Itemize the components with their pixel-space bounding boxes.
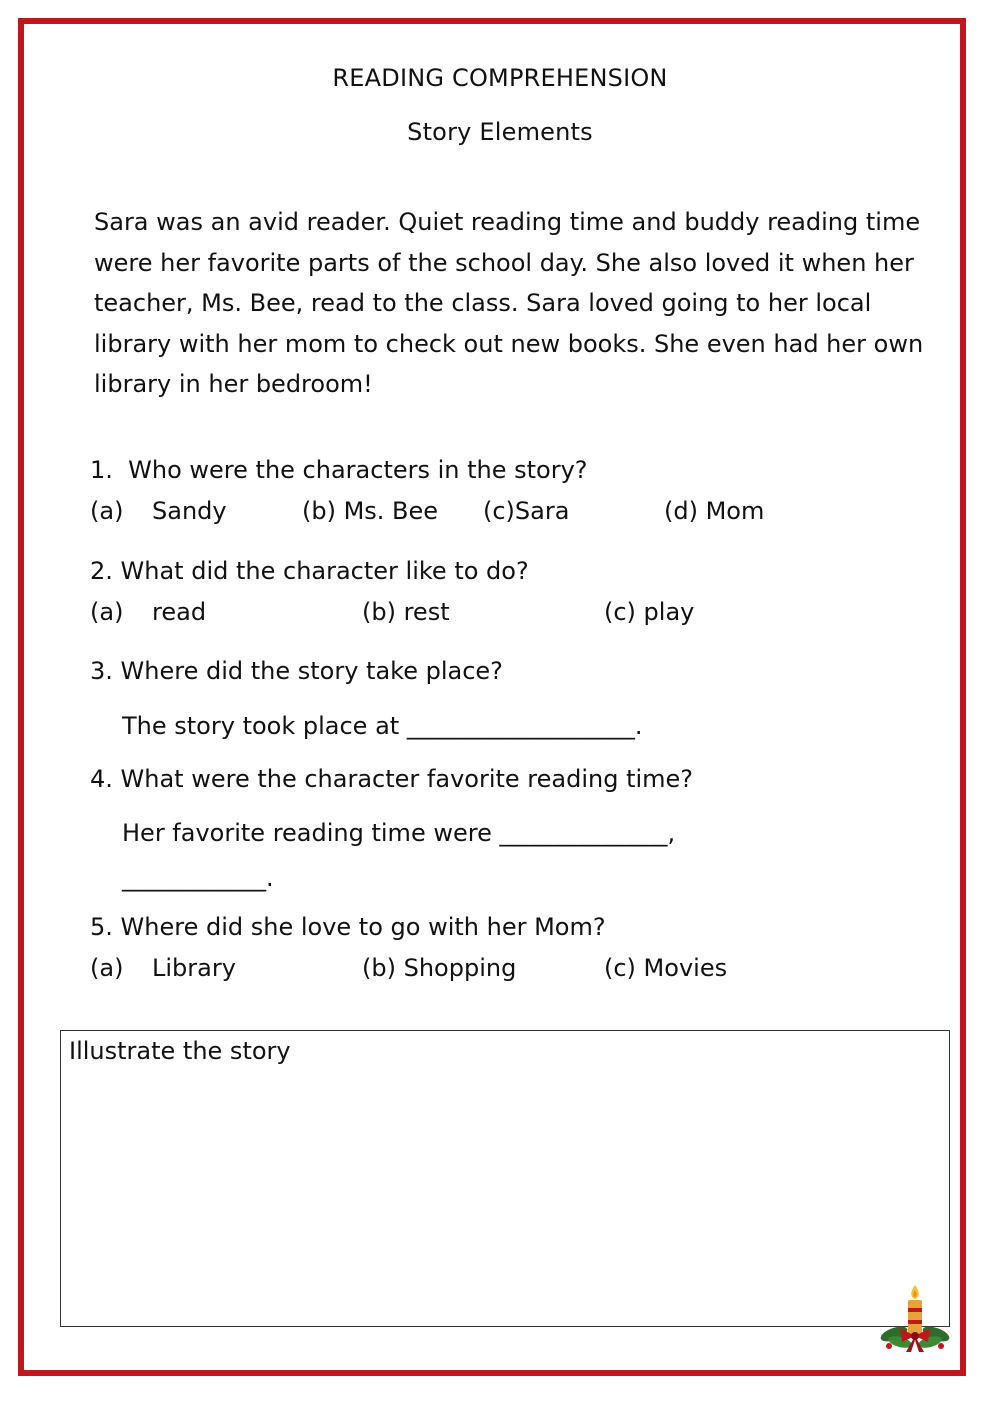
q1-option-a[interactable]: Sandy <box>152 497 227 525</box>
q3-answer-line[interactable]: The story took place at ___________________. <box>122 712 643 740</box>
q2-option-a-letter[interactable]: (a) <box>90 598 124 626</box>
q1-option-d[interactable]: (d) Mom <box>664 497 765 525</box>
q5-option-a[interactable]: Library <box>152 954 236 982</box>
question-4: 4. What were the character favorite reading time? <box>90 765 694 793</box>
page-title: READING COMPREHENSION <box>332 64 668 92</box>
question-2: 2. What did the character like to do? <box>90 557 529 585</box>
story-passage: Sara was an avid reader. Quiet reading time and buddy reading time were her favorite parts of the school day. She also loved it when her teacher, Ms. Bee, read to the class. Sara loved going to her local library with her mom to check out new books. She even had her own library in her bedroom! <box>94 208 924 398</box>
q5-option-a-letter[interactable]: (a) <box>90 954 124 982</box>
question-3: 3. Where did the story take place? <box>90 657 503 685</box>
q4-answer-line-2[interactable]: ____________. <box>122 864 274 892</box>
candle-decoration-icon <box>880 1282 950 1356</box>
question-1: 1. Who were the characters in the story? <box>90 456 588 484</box>
q5-option-b[interactable]: (b) Shopping <box>362 954 517 982</box>
illustration-box[interactable] <box>60 1030 950 1327</box>
q1-option-c[interactable]: (c)Sara <box>483 497 570 525</box>
q2-option-a[interactable]: read <box>152 598 207 626</box>
q1-option-a-letter[interactable]: (a) <box>90 497 124 525</box>
q2-option-b[interactable]: (b) rest <box>362 598 450 626</box>
q4-answer-line[interactable]: Her favorite reading time were ______________, <box>122 819 676 847</box>
q5-option-c[interactable]: (c) Movies <box>604 954 728 982</box>
question-5: 5. Where did she love to go with her Mom? <box>90 913 606 941</box>
illustration-label: Illustrate the story <box>69 1037 291 1065</box>
q2-option-c[interactable]: (c) play <box>604 598 695 626</box>
q1-option-b[interactable]: (b) Ms. Bee <box>302 497 439 525</box>
page-subtitle: Story Elements <box>407 118 593 146</box>
